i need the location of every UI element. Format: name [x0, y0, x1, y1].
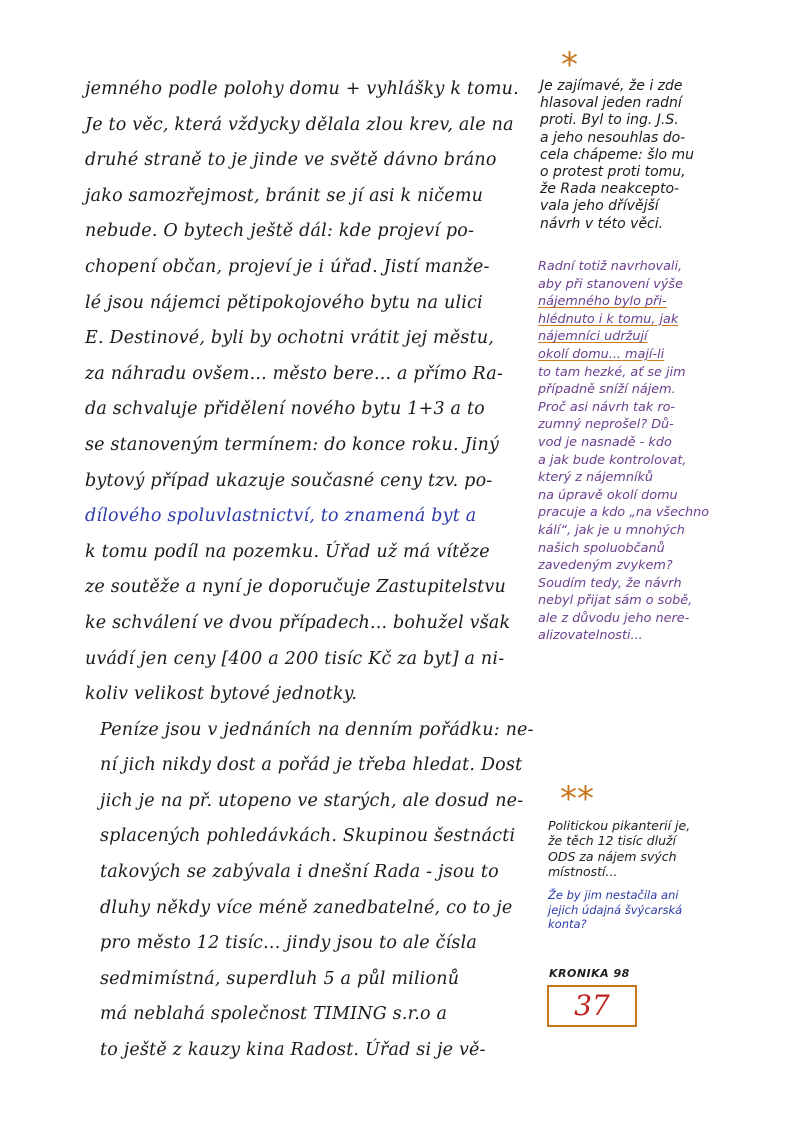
note-line: to tam hezké, ať se jim [538, 364, 686, 380]
main-line: Peníze jsou v jednáních na denním pořádku: ne- [100, 719, 534, 740]
main-line: jemného podle polohy domu + vyhlášky k tomu. [85, 79, 519, 99]
main-line: se stanoveným termínem: do konce roku. Jiný [85, 434, 500, 455]
page-number-box [547, 985, 637, 1027]
note-line: Radní totiž navrhovali, [538, 259, 683, 274]
main-line: Je to věc, která vždycky dělala zlou krev, ale na [85, 114, 514, 135]
note-line: Že by jim nestačila ani [548, 888, 679, 902]
main-line: jako samozřejmost, bránit se jí asi k ničemu [85, 185, 484, 206]
main-line: k tomu podíl na pozemku. Úřad už má vítěze [85, 541, 490, 562]
note-line: vala jeho dřívější [540, 198, 659, 215]
side-note-2 [538, 258, 748, 645]
main-line: splacených pohledávkách. Skupinou šestnácti [100, 826, 516, 847]
note-line: hlédnuto i k tomu, jak [538, 311, 679, 327]
note-line: nájemníci udržují [538, 329, 648, 345]
note-line: že těch 12 tisíc dluží [548, 833, 677, 849]
main-line: E. Destinové, byli by ochotni vrátit jej městu, [85, 328, 495, 349]
note-line: o protest proti tomu, [540, 164, 686, 181]
note-line: a jak bude kontrolovat, [538, 452, 687, 468]
main-line: sedmimístná, superdluh 5 a půl milionů [100, 968, 460, 989]
main-line: uvádí jen ceny [400 a 200 tisíc Kč za byt] a ni- [85, 648, 505, 669]
note-line: aby při stanovení výše [538, 276, 683, 292]
main-line: to ještě z kauzy kina Radost. Úřad si je vě- [100, 1040, 486, 1061]
main-line: ke schválení ve dvou případech... bohužel však [85, 612, 511, 633]
note-line: hlasoval jeden radní [540, 95, 682, 112]
note-line: že Rada neakcepto- [540, 181, 680, 198]
main-line: pro město 12 tisíc... jindy jsou to ale čísla [100, 933, 478, 954]
note-line: Proč asi návrh tak ro- [538, 399, 676, 415]
main-line: ze soutěže a nyní je doporučuje Zastupitelstvu [85, 577, 506, 598]
main-line: za náhradu ovšem... město bere... a přímo Ra- [85, 363, 504, 384]
note-line: konta? [548, 917, 587, 931]
note-line: ODS za nájem svých [548, 848, 677, 864]
note-line: případně sníží nájem. [538, 382, 676, 398]
note-line: cela chápeme: šlo mu [540, 146, 695, 163]
note-line: proti. Byl to ing. J.S. [540, 112, 679, 129]
main-line: druhé straně to je jinde ve světě dávno bráno [85, 150, 497, 171]
note-line: jejich údajná švýcarská [548, 902, 683, 917]
main-text-column [85, 72, 534, 1069]
main-line: jich je na př. utopeno ve starých, ale dosud ne- [100, 790, 524, 811]
note-line: nebyl přijat sám o sobě, [538, 593, 693, 609]
note-line: zumný neprošel? Dů- [538, 417, 674, 433]
note-line: a jeho nesouhlas do- [540, 129, 686, 146]
note-line: pracuje a kdo „na všechno [538, 505, 710, 521]
asterisk-marker: * [561, 45, 578, 85]
main-line: dluhy někdy více méně zanedbatelné, co to je [100, 897, 513, 918]
main-line: ní jich nikdy dost a pořád je třeba hledat. Dost [100, 755, 523, 776]
note-line: Politickou pikanterií je, [548, 818, 691, 833]
note-line: nájemného bylo při- [538, 294, 667, 310]
double-asterisk-marker: ** [560, 779, 594, 819]
note-line: ale z důvodu jeho nere- [538, 610, 690, 626]
note-line: místností... [548, 864, 618, 880]
side-note-1 [540, 78, 745, 233]
note-line: Soudím tedy, že návrh [538, 575, 682, 591]
note-line: který z nájemníků [538, 470, 654, 486]
main-line: nebude. O bytech ještě dál: kde projeví po- [85, 221, 475, 242]
main-line: takových se zabývala i dnešní Rada - jsou to [100, 862, 499, 883]
note-line: našich spoluobčanů [538, 540, 665, 556]
note-line: návrh v této věci. [540, 215, 664, 232]
main-line: chopení občan, projeví je i úřad. Jistí manže- [85, 256, 490, 277]
main-line: koliv velikost bytové jednotky. [85, 684, 358, 705]
note-line: kálí“, jak je u mnohých [538, 522, 685, 538]
chronicle-label: KRONIKA 98 [549, 967, 630, 980]
main-line: má neblahá společnost TIMING s.r.o a [100, 1004, 448, 1025]
note-line: na úpravě okolí domu [538, 487, 678, 503]
main-line: bytový případ ukazuje současné ceny tzv. po- [85, 470, 493, 491]
note-line: alizovatelnosti... [538, 628, 643, 644]
main-line: da schvaluje přidělení nového bytu 1+3 a to [85, 399, 485, 420]
note-line: zavedeným zvykem? [538, 558, 673, 574]
paragraph-money [100, 713, 534, 1069]
note-line: vod je nasnadě - kdo [538, 434, 672, 450]
page-number: 37 [574, 989, 610, 1022]
main-line: lé jsou nájemci pětipokojového bytu na ulici [85, 292, 483, 313]
side-note-3 [548, 818, 748, 880]
main-line-highlight: dílového spoluvlastnictví, to znamená byt a [85, 506, 477, 527]
note-line: okolí domu... mají-li [538, 346, 665, 362]
side-note-4 [548, 888, 748, 932]
note-line: Je zajímavé, že i zde [540, 78, 683, 94]
